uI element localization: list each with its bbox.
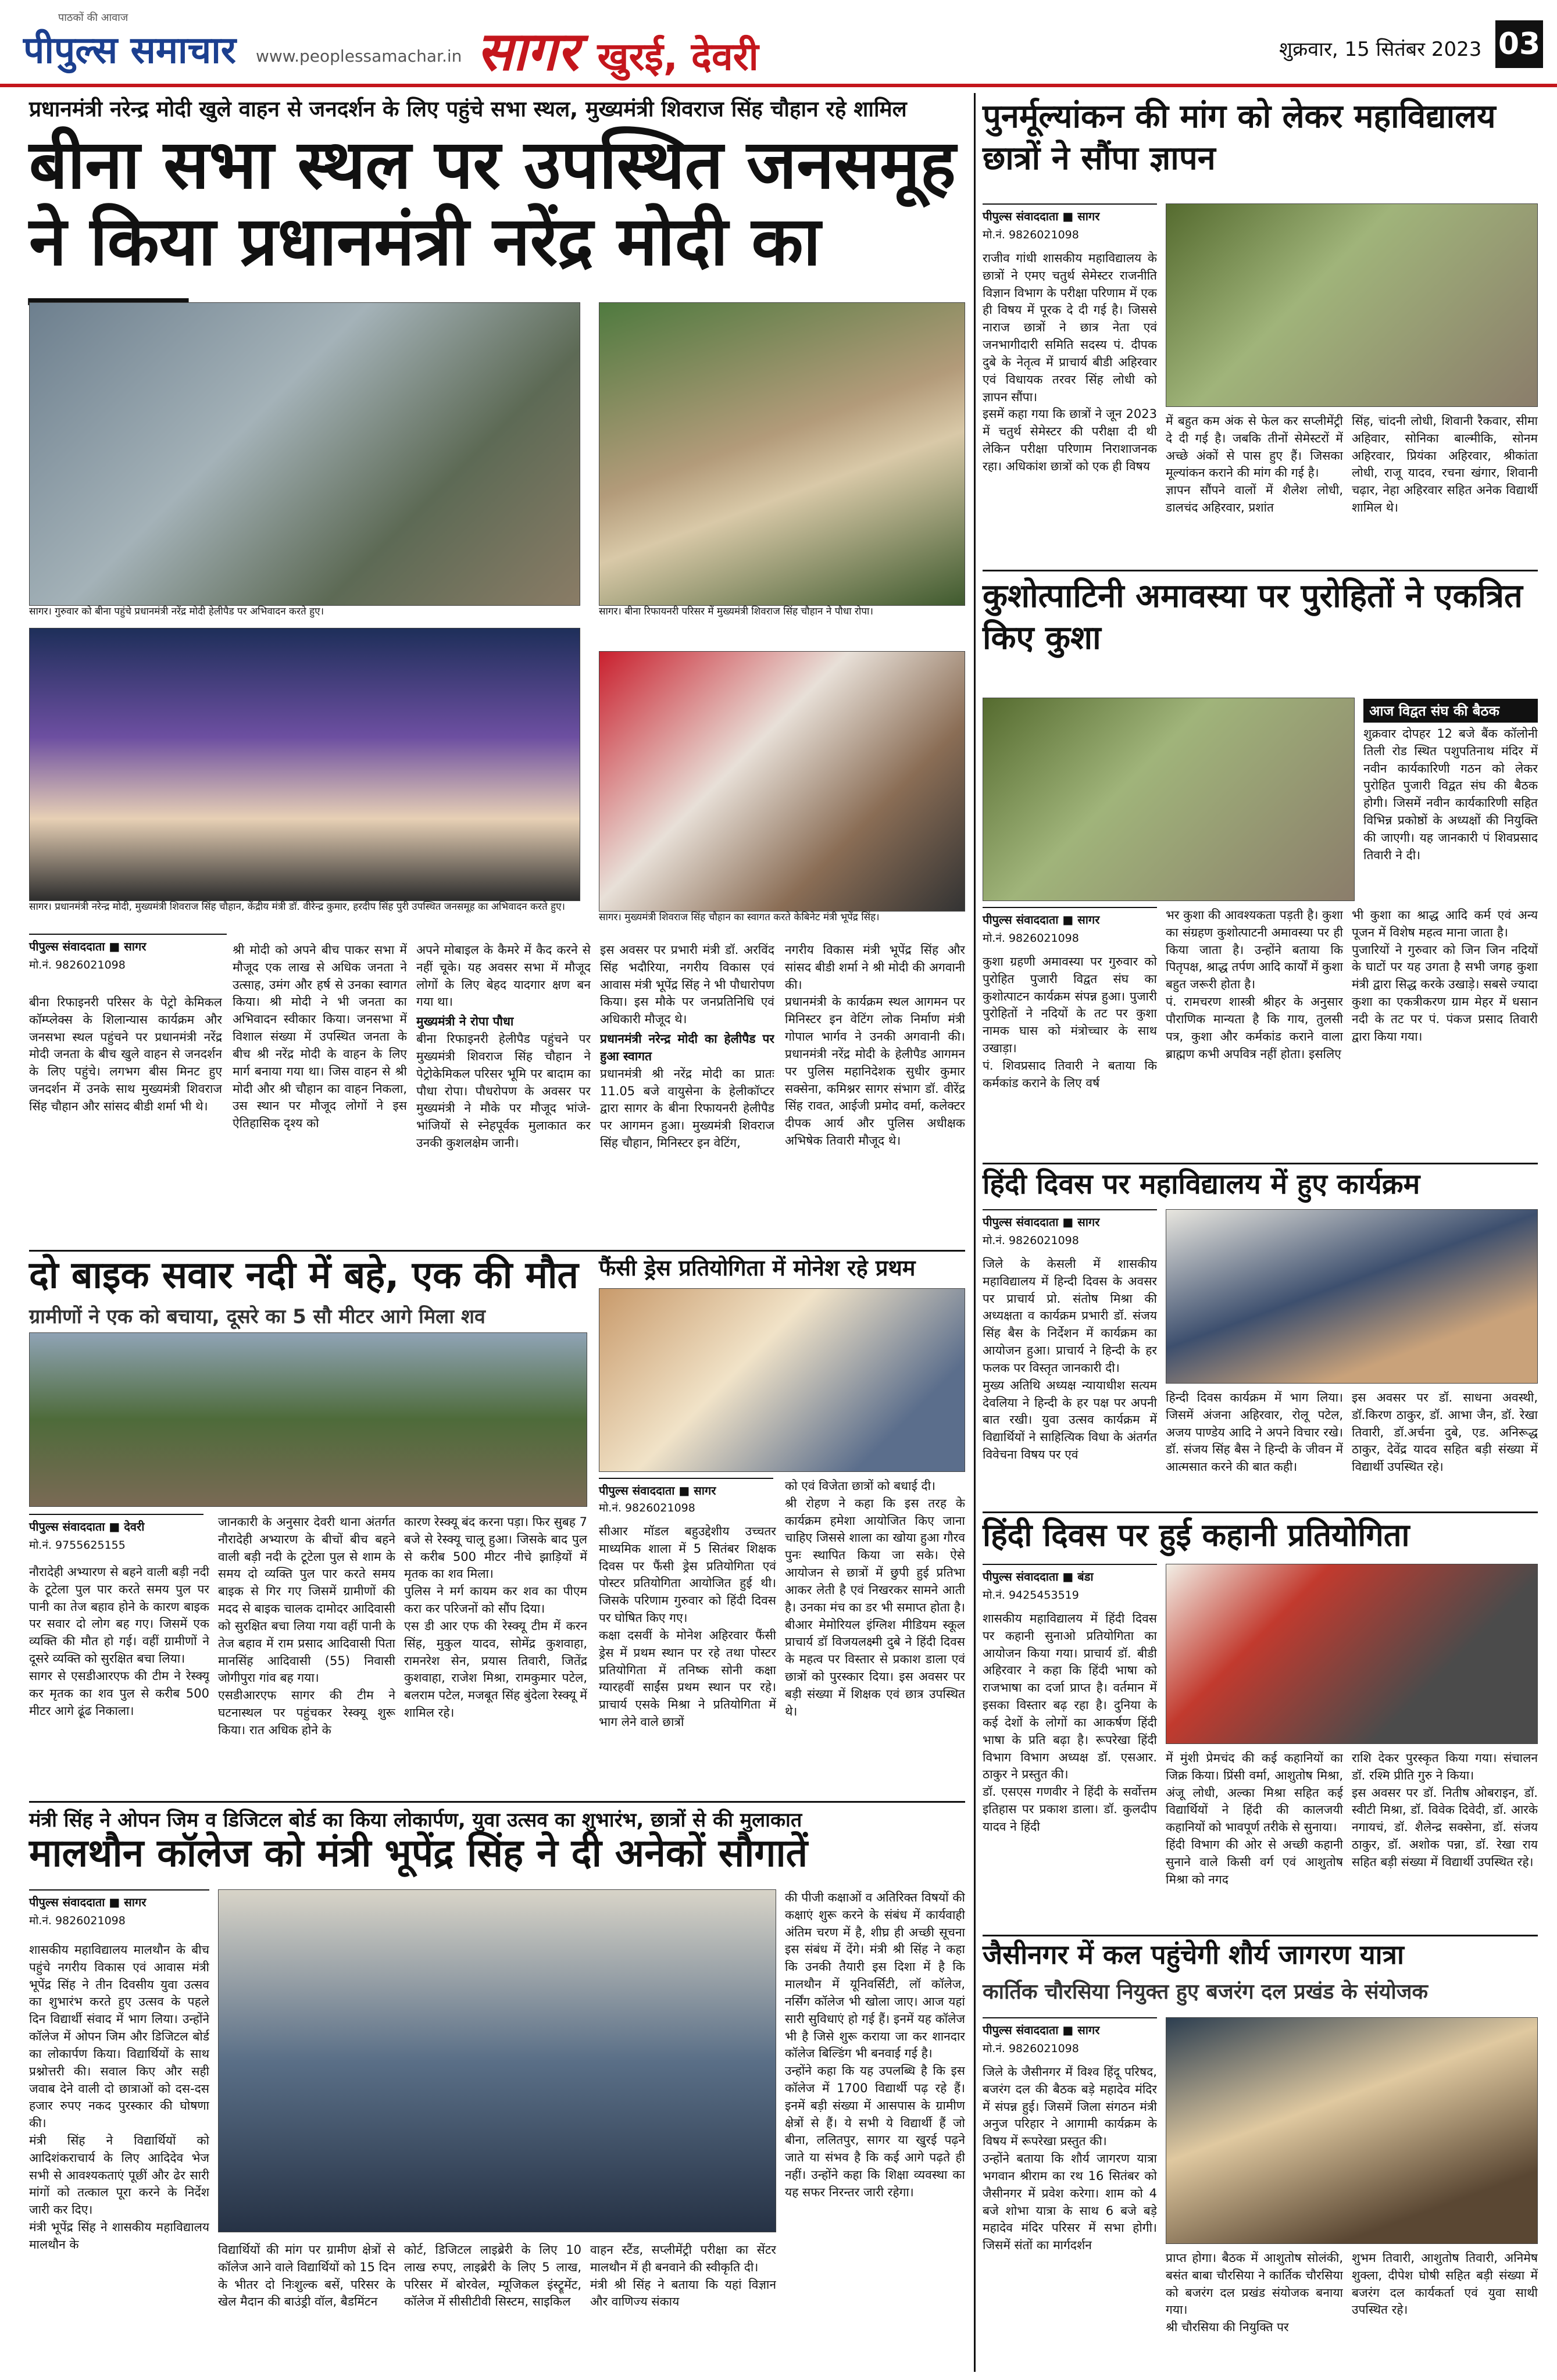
story9-col3: शुभम तिवारी, आशुतोष तिवारी, अनिमेष शुक्ला, दीपेश घोषी सहित बड़ी संख्या में बजरंग दल कार्यकर्ता एवं युवा साथी उपस्थित रहे। bbox=[1352, 2251, 1538, 2317]
story5-col2: में बहुत कम अंक से फेल कर सप्लीमेंट्री दे दी गई है। जबकि तीनों सेमेस्टरों में अच्छे अंकों से पास हुए हैं। जिसका मूल्यांकन कराने की मांग की गई है। ज्ञापन सौंपने वालों में शैलेश लोधी, डालचंद अहिरवार, प्रशांत bbox=[1166, 414, 1343, 515]
story3-headline: फैंसी ड्रेस प्रतियोगिता में मोनेश रहे प्रथम bbox=[599, 1255, 916, 1281]
divider bbox=[29, 1801, 965, 1803]
story7-mobile: मो.नं. 9826021098 bbox=[983, 1234, 1079, 1247]
story1-col3-sub: मुख्यमंत्री ने रोपा पौधा bbox=[416, 1014, 514, 1029]
story1-byline: पीपुल्स संवाददाता ■ सागर bbox=[29, 934, 227, 954]
story1-col1: बीना रिफाइनरी परिसर के पेट्रो केमिकल कॉम्प्लेक्स के शिलान्यास कार्यक्रम और जनसभा स्थल पहुंचने पर प्रधानमंत्री नरेंद्र मोदी जनता के बीच खुले वाहन से जनदर्शन के लिए पहुंचे। लगभग बीस मिनट हुए जनदर्शन में उनके साथ मुख्यमंत्री शिवराज सिंह चौहान और सांसद बीडी शर्मा भी थे। bbox=[29, 995, 222, 1113]
story3-byline: पीपुल्स संवाददाता ■ सागर bbox=[599, 1478, 773, 1498]
story3-col1: सीआर मॉडल बहुउद्देशीय उच्चतर माध्यमिक शाला में 5 सितंबर शिक्षक दिवस पर फैंसी ड्रेस प्रतियोगिता एवं पोस्टर प्रतियोगिता आयोजित हुई थी। जिसके परिणाम गुरुवार को हिंदी दिवस पर घोषित किए गए। कक्षा दसवीं के मोनेश अहिरवार फैंसी ड्रेस में प्रथम स्थान पर रहे तथा पोस्टर प्रतियोगिता में तनिष्क सोनी कक्षा ग्यारहवीं साईंस प्रथम स्थान पर रहे। प्राचार्य एसके मिश्रा ने प्रतियोगिता में भाग लेने वाले छात्रों bbox=[599, 1524, 776, 1729]
photo-minister-college bbox=[218, 1889, 776, 2232]
story9-byline: पीपुल्स संवाददाता ■ सागर bbox=[983, 2017, 1157, 2038]
box-text: शुक्रवार दोपहर 12 बजे बैंक कॉलोनी तिली रोड स्थित पशुपतिनाथ मंदिर में नवीन कार्यकारिणी गठन को लेकर पुरोहित पुजारी विद्वत संघ की बैठक होगी। जिसमें नवीन कार्यकारिणी सहित विभिन्न प्रकोष्ठों के अध्यक्षों की नियुक्ति की जाएगी। यह जानकारी पं शिवप्रसाद तिवारी ने दी। bbox=[1363, 727, 1538, 862]
caption-plantation: सागर। बीना रिफायनरी परिसर में मुख्यमंत्री शिवराज सिंह चौहान ने पौधा रोपा। bbox=[599, 606, 965, 621]
story6-headline: कुशोत्पाटिनी अमावस्या पर पुरोहितों ने एकत्रित किए कुशा bbox=[983, 577, 1523, 657]
story2-byline: पीपुल्स संवाददाता ■ देवरी bbox=[29, 1514, 203, 1534]
story6-col3: भी कुशा का श्राद्ध आदि कर्म एवं अन्य पूजन में विशेष महत्व माना जाता है। पुजारियों ने गुरुवार को जिन जिन नदियों के घाटों पर यह उगता है सभी जगह कुशा मंत्री द्वारा सिद्ध करके उखाड़े। सबसे ज्यादा कुशा का एकत्रीकरण ग्राम मेहर में धसान नदी के तट पर पं. पंकज प्रसाद तिवारी द्वारा किया गया। bbox=[1352, 908, 1538, 1044]
photo-pm-helipad bbox=[29, 302, 580, 606]
divider bbox=[983, 1935, 1538, 1936]
story1-col3: अपने मोबाइल के कैमरे में कैद करने से नहीं चूके। यह अवसर सभा में मौजूद लोगों के लिए बेहद यादगार क्षण बन गया था। bbox=[416, 943, 591, 1009]
divider bbox=[983, 1511, 1538, 1513]
story9-mobile: मो.नं. 9826021098 bbox=[983, 2042, 1079, 2055]
story4-col4: वाहन स्टैंड, सप्लीमेंट्री परीक्षा का सेंटर मालथौन में ही बनवाने की स्वीकृति दी। मंत्री श्री सिंह ने बताया कि यहां विज्ञान और वाणिज्य संकाय bbox=[590, 2243, 776, 2309]
story5-headline: पुनर्मूल्यांकन की मांग को लेकर महाविद्यालय छात्रों ने सौंपा ज्ञापन bbox=[983, 98, 1496, 177]
photo-bouquet-welcome bbox=[599, 651, 965, 912]
story9-col2: प्राप्त होगा। बैठक में आशुतोष सोलंकी, बसंत बाबा चौरसिया ने कार्तिक चौरसिया को बजरंग दल प्रखंड संयोजक बनाया गया। श्री चौरसिया की नियुक्ति पर bbox=[1166, 2251, 1343, 2335]
divider bbox=[983, 1163, 1538, 1164]
story6-col2: भर कुशा की आवश्यकता पड़ती है। कुशा का संग्रहण कुशोत्पाटनी अमावस्या पर ही किया जाता है। उन्होंने बताया कि पितृपक्ष, श्राद्ध तर्पण आदि कार्यों में कुशा बहुत जरूरी होता है। पं. रामचरण शास्त्री श्रीहर के अनुसार पौराणिक मान्यता है कि गाय, तुलसी पत्र, कुशा और कर्मकांड कराने वाला ब्राह्मण कभी अपवित्र नहीं होता। इसलिए bbox=[1166, 908, 1343, 1061]
site-url[interactable]: www.peoplessamachar.in bbox=[256, 47, 462, 66]
photo-hindi-diwas bbox=[1166, 1209, 1538, 1384]
divider bbox=[983, 570, 1538, 571]
story1-col2: श्री मोदी को अपने बीच पाकर सभा में मौजूद एक लाख से अधिक जनता ने उत्साह, उमंग और हर्ष से उनका स्वागत किया। श्री मोदी ने भी जनता का अभिवादन स्वीकार किया। जनसभा में विशाल संख्या में उपस्थित जनता के बीच श्री नरेंद्र मोदी के वाहन के लिए मार्ग बनाया गया था। जिस वाहन से श्री मोदी और श्री चौहान का वाहन निकला, उस स्थान पर मौजूद लोगों ने इस ऐतिहासिक दृश्य को bbox=[233, 943, 407, 1131]
story1-col4: इस अवसर पर प्रभारी मंत्री डॉ. अरविंद सिंह भदौरिया, नगरीय विकास एवं आवास मंत्री भूपेंद्र सिंह ने भी पौधारोपण किया। इस मौके पर जनप्रतिनिधि एवं अधिकारी मौजूद थे। bbox=[600, 943, 774, 1027]
story4-col3: कोर्ट, डिजिटल लाइब्रेरी के लिए 10 लाख रुपए, लाइब्रेरी के लिए 5 लाख, परिसर में बोरवेल, म्यूजिकल इंस्ट्रूमेंट, कॉलेज में सीसीटीवी सिस्टम, साइकिल bbox=[404, 2243, 581, 2309]
story2-col2: जानकारी के अनुसार देवरी थाना अंतर्गत नौरादेही अभ्यारण के बीचों बीच बहने वाली बड़ी नदी के टूटेला पुल से शाम के समय दो व्यक्ति पुल पार करते समय बाइक से गिर गए जिसमें ग्रामीणों की मदद से बाइक चालक दामोदर आदिवासी को सुरक्षित बचा लिया गया वहीं पानी के तेज बहाव में राम प्रसाद आदिवासी पिता मानसिंह आदिवासी (55) निवासी जोगीपुरा गांव बह गया। एसडीआरएफ सागर की टीम ने घटनास्थल पर पहुंचकर रेस्क्यू शुरू किया। रात अधिक होने के bbox=[218, 1515, 395, 1737]
edition-title bbox=[477, 13, 759, 85]
column-divider bbox=[974, 93, 976, 2372]
story7-headline: हिंदी दिवस पर महाविद्यालय में हुए कार्यक्रम bbox=[983, 1168, 1420, 1200]
story1-col3b: बीना रिफाइनरी हेलीपैड पहुंचने पर मुख्यमंत्री शिवराज सिंह चौहान ने पेट्रोकेमिकल परिसर भूमि पर बादाम का पौधा रोपा। पौधरोपण के अवसर पर मुख्यमंत्री ने मौके पर मौजूद भांजे-भांजियों से स्नेहपूर्वक मुलाकात कर उनकी कुशलक्षेम जानी। bbox=[416, 1032, 591, 1150]
photo-leaders-stage bbox=[29, 628, 580, 901]
caption-bouquet-welcome: सागर। मुख्यमंत्री शिवराज सिंह चौहान का स्वागत करते केबिनेट मंत्री भूपेंद्र सिंह। bbox=[599, 912, 965, 927]
photo-memorandum bbox=[1166, 203, 1538, 407]
story2-headline: दो बाइक सवार नदी में बहे, एक की मौत bbox=[29, 1254, 578, 1297]
story1-col4-sub: प्रधानमंत्री नरेन्द्र मोदी का हेलीपैड पर हुआ स्वागत bbox=[600, 1032, 774, 1063]
story1-col4b: प्रधानमंत्री श्री नरेंद्र मोदी का प्रातः 11.05 बजे वायुसेना के हेलीकॉप्टर द्वारा सागर के बीना रिफायनरी हेलीपैड पर आगमन हुआ। मुख्यमंत्री शिवराज सिंह चौहान, मिनिस्टर इन वेटिंग, bbox=[600, 1066, 774, 1150]
story4-kicker: मंत्री सिंह ने ओपन जिम व डिजिटल बोर्ड का किया लोकार्पण, युवा उत्सव का शुभारंभ, छात्रों से की मुलाकात bbox=[29, 1809, 802, 1832]
story9-subhead: कार्तिक चौरसिया नियुक्त हुए बजरंग दल प्रखंड के संयोजक bbox=[983, 1980, 1429, 2004]
story5-mobile: मो.नं. 9826021098 bbox=[983, 228, 1079, 241]
story4-col1: शासकीय महाविद्यालय मालथौन के बीच पहुंचे नगरीय विकास एवं आवास मंत्री भूपेंद्र सिंह ने तीन दिवसीय युवा उत्सव का शुभारंभ करते हुए उत्सव के पहले दिन विद्यार्थी संवाद में भाग लिया। उन्होंने कॉलेज में ओपन जिम और डिजिटल बोर्ड का लोकार्पण किया। विद्यार्थियों के साथ प्रश्नोत्तरी की। सवाल किए और सही जवाब देने वाली दो छात्राओं को दस-दस हजार रुपए नकद पुरस्कार की घोषणा की। मंत्री सिंह ने विद्यार्थियों को आदिशंकराचार्य के लिए आदिदेव भेज सभी से आवश्यकताएं पूछीं और ढेर सारी मांगों को तत्काल पूरा करने के निर्देश जारी कर दिए। मंत्री भूपेंद्र सिंह ने शासकीय महाविद्यालय मालथौन के bbox=[29, 1943, 209, 2252]
story7-col1: जिले के केसली में शासकीय महाविद्यालय में हिन्दी दिवस के अवसर पर प्राचार्य प्रो. संतोष मिश्रा की अध्यक्षता व कार्यक्रम प्रभारी डॉ. संजय सिंह बैस के निर्देशन में कार्यक्रम का आयोजन हुआ। प्राचार्य ने हिन्दी के हर फलक पर विस्तृत जानकारी दी। मुख्य अतिथि अध्यक्ष न्यायाधीश सत्यम देवलिया ने हिन्दी के हर पक्ष पर अपनी बात रखी। युवा उत्सव कार्यक्रम में विद्यार्थियों ने साहित्यिक विधा के अंतर्गत विवेचना विषय पर एवं bbox=[983, 1257, 1157, 1461]
divider bbox=[29, 1250, 965, 1252]
story1-col5: नगरीय विकास मंत्री भूपेंद्र सिंह और सांसद बीडी शर्मा ने श्री मोदी की अगवानी की। प्रधानमंत्री के कार्यक्रम स्थल आगमन पर मिनिस्टर इन वेटिंग लोक निर्माण मंत्री गोपाल भार्गव ने उनकी अगवानी की। प्रधानमंत्री नरेंद्र मोदी के हेलीपैड आगमन पर पुलिस महानिदेशक सुधीर कुमार सक्सेना, कमिश्नर सागर संभाग डॉ. वीरेंद्र सिंह रावत, आईजी प्रमोद वर्मा, कलेक्टर दीपक आर्य और पुलिस अधीक्षक अभिषेक तिवारी मौजूद थे। bbox=[785, 943, 965, 1148]
story8-col1: शासकीय महाविद्यालय में हिंदी दिवस पर कहानी सुनाओ प्रतियोगिता का आयोजन किया गया। प्राचार्य डॉ. बीडी अहिरवार ने कहा कि हिंदी भाषा को राजभाषा का दर्जा प्राप्त है। वर्तमान में इसका विस्तार बढ़ रहा है। दुनिया के कई देशों के लोगों का आकर्षण हिंदी भाषा के प्रति बढ़ा है। रूपरेखा हिंदी विभाग विभाग अध्यक्ष डॉ. एसआर. ठाकुर ने प्रस्तुत की। डॉ. एसएस गणवीर ने हिंदी के सर्वोत्तम इतिहास पर प्रकाश डाला। डॉ. कुलदीप यादव ने हिंदी bbox=[983, 1611, 1157, 1834]
edition-main: सागर bbox=[477, 20, 579, 83]
brand-name: पीपुल्स समाचार bbox=[23, 29, 236, 72]
edition-sub: खुरई, देवरी bbox=[597, 34, 759, 79]
story4-col5: की पीजी कक्षाओं व अतिरिक्त विषयों की कक्षाएं शुरू करने के संबंध में कार्यवाही अंतिम चरण में है, शीघ्र ही अच्छी सूचना इस संबंध में देंगे। मंत्री श्री सिंह ने कहा कि उनकी तैयारी इस दिशा में है कि मालथौन में यूनिवर्सिटी, लॉ कॉलेज, नर्सिंग कॉलेज भी खोला जाए। आज यहां सारी सुविधाएं हो गई हैं। इनमें यह कॉलेज भी है जिसे शुरू कराया जा कर शानदार कॉलेज बिल्डिंग भी बनवाई गई है। उन्होंने कहा कि यह उपलब्धि है कि इस कॉलेज में 1700 विद्यार्थी पढ़ रहे हैं। इनमें बड़ी संख्या में आसपास के ग्रामीण क्षेत्रों से हैं। ये सभी ये विद्यार्थी हैं जो बीना, ललितपुर, सागर या खुरई पढ़ने जाते या संभव है कि कई आगे पढ़ते ही नहीं। उन्होंने कहा कि शिक्षा व्यवस्था का यह सफर निरन्तर जारी रहेगा। bbox=[785, 1891, 965, 2199]
story8-headline: हिंदी दिवस पर हुई कहानी प्रतियोगिता bbox=[983, 1517, 1410, 1553]
story3-mobile: मो.नं. 9826021098 bbox=[599, 1502, 695, 1514]
story4-byline: पीपुल्स संवाददाता ■ सागर bbox=[29, 1889, 209, 1910]
story6-mobile: मो.नं. 9826021098 bbox=[983, 932, 1079, 945]
story3-col2: को एवं विजेता छात्रों को बधाई दी। श्री रोहण ने कहा कि इस तरह के कार्यक्रम हमेशा आयोजित किए जाना चाहिए जिससे शाला का खोया हुआ गौरव पुनः स्थापित किया जा सके। ऐसे आयोजन से छात्रों में छुपी हुई प्रतिभा आकर लेती है एवं निखरकर सामने आती है। उनका मंच का डर भी समाप्त होता है। बीआर मेमोरियल इंग्लिश मीडियम स्कूल प्राचार्य डॉ विजयलक्ष्मी दुबे ने हिंदी दिवस के महत्व पर विस्तार से प्रकाश डाला एवं छात्रों को पुरस्कार दिया। इस अवसर पर बड़ी संख्या में शिक्षक एवं छात्र उपस्थित थे। bbox=[785, 1479, 965, 1718]
story7-col3: इस अवसर पर डॉ. साधना अवस्थी, डॉ.किरण ठाकुर, डॉ. आभा जैन, डॉ. रेखा तिवारी, डॉ.अर्चना दुबे, एड. अनिरूद्ध ठाकुर, देवेंद्र यादव सहित बड़ी संख्या में विद्यार्थी उपस्थित रहे। bbox=[1352, 1391, 1538, 1474]
brand-tagline: पाठकों की आवाज bbox=[58, 12, 128, 24]
story6-col1: कुशा ग्रहणी अमावस्या पर गुरुवार को पुरोहित पुजारी विद्वत संघ का कुशोत्पाटन कार्यक्रम संपन्न हुआ। पुजारी पुरोहितों ने नदियों के तट पर कुशा नामक घास को मंत्रोच्चार के साथ उखाड़ा। पं. शिवप्रसाद तिवारी ने बताया कि कर्मकांड कराने के लिए वर्ष bbox=[983, 955, 1157, 1090]
story8-byline: पीपुल्स संवाददाता ■ बंडा bbox=[983, 1564, 1157, 1584]
story2-subhead: ग्रामीणों ने एक को बचाया, दूसरे का 5 सौ मीटर आगे मिला शव bbox=[29, 1305, 485, 1328]
photo-river-rescue bbox=[29, 1332, 587, 1507]
story1-col4-wrap bbox=[600, 942, 774, 1244]
photo-story-competition bbox=[1166, 1564, 1538, 1744]
photo-bajrang-dal-meeting bbox=[1166, 2017, 1538, 2244]
photo-kusha-collection bbox=[983, 698, 1355, 901]
issue-date: शुक्रवार, 15 सितंबर 2023 bbox=[1279, 38, 1482, 61]
page-number: 03 bbox=[1495, 20, 1543, 68]
story1-mobile: मो.नं. 9826021098 bbox=[29, 959, 126, 971]
photo-plantation bbox=[599, 302, 965, 606]
story4-mobile: मो.नं. 9826021098 bbox=[29, 1914, 126, 1927]
story9-headline: जैसीनगर में कल पहुंचेगी शौर्य जागरण यात्रा bbox=[983, 1939, 1404, 1970]
caption-pm-helipad: सागर। गुरुवार को बीना पहुंचे प्रधानमंत्री नरेंद्र मोदी हेलीपैड पर अभिवादन करते हुए। bbox=[29, 606, 580, 621]
story1-kicker: प्रधानमंत्री नरेन्द्र मोदी खुले वाहन से जनदर्शन के लिए पहुंचे सभा स्थल, मुख्यमंत्री शिवराज सिंह चौहान रहे शामिल bbox=[29, 97, 907, 121]
box-title: आज विद्वत संघ की बैठक bbox=[1363, 699, 1538, 723]
story9-col1: जिले के जैसीनगर में विश्व हिंदू परिषद, बजरंग दल की बैठक बड़े महादेव मंदिर में संपन्न हुई। जिसमें जिला संगठन मंत्री अनुज परिहार ने आगामी कार्यक्रम के विषय में रूपरेखा प्रस्तुत की। उन्होंने बताया कि शौर्य जागरण यात्रा भगवान श्रीराम का रथ 16 सितंबर को जैसीनगर में प्रवेश करेगा। शाम को 4 बजे शोभा यात्रा के साथ 6 बजे बड़े महादेव मंदिर परिसर में सभा होगी। जिसमें संतों का मार्गदर्शन bbox=[983, 2065, 1157, 2253]
story5-col1: राजीव गांधी शासकीय महाविद्यालय के छात्रों ने एमए चतुर्थ सेमेस्टर राजनीति विज्ञान विभाग के परीक्षा परिणाम में एक ही विषय में पूरक दे दी गई है। जिससे नाराज छात्रों ने छात्र नेता एवं जनभागीदारी समिति सदस्य पं. दीपक दुबे के नेतृत्व में प्राचार्य बीडी अहिरवार एवं विधायक तरवर सिंह लोधी को ज्ञापन सौंपा। इसमें कहा गया कि छात्रों ने जून 2023 में चतुर्थ सेमेस्टर की परीक्षा दी थी लेकिन परीक्षा परिणाम निराशाजनक रहा। अधिकांश छात्रों को एक ही विषय bbox=[983, 251, 1157, 473]
story4-headline: मालथौन कॉलेज को मंत्री भूपेंद्र सिंह ने दी अनेकों सौगातें bbox=[29, 1831, 808, 1875]
story2-mobile: मो.नं. 9755625155 bbox=[29, 1539, 126, 1552]
story2-col3: कारण रेस्क्यू बंद करना पड़ा। फिर सुबह 7 बजे से रेस्क्यू चालू हुआ। जिसके बाद पुल से करीब 500 मीटर नीचे झाड़ियों में मृतक का शव मिला। पुलिस ने मर्ग कायम कर शव का पीएम करा कर परिजनों को सौंप दिया। एस डी आर एफ की रेस्क्यू टीम में करन सिंह, मुकुल यादव, सोमेंद्र कुशवाहा, रामनरेश सेन, प्रयास तिवारी, जितेंद्र कुशवाहा, राजेश मिश्रा, रामकुमार पटेल, बलराम पटेल, मजबूत सिंह बुंदेला रेस्क्यू में शामिल रहे। bbox=[404, 1515, 587, 1720]
story7-col2: हिन्दी दिवस कार्यक्रम में भाग लिया। जिसमें अंजना अहिरवार, रोलू पटेल, अजय पाण्डेय आदि ने अपने विचार रखे। डॉ. संजय सिंह बैस ने हिन्दी के जीवन में आत्मसात करने की बात कही। bbox=[1166, 1391, 1343, 1474]
story8-mobile: मो.नं. 9425453519 bbox=[983, 1589, 1079, 1602]
masthead bbox=[0, 0, 1557, 87]
story4-col2: विद्यार्थियों की मांग पर ग्रामीण क्षेत्रों से कॉलेज आने वाले विद्यार्थियों को 15 दिन के भीतर दो निःशुल्क बसें, परिसर के खेल मैदान की बाउंड्री वॉल, बैडमिंटन bbox=[218, 2243, 395, 2309]
story1-headline: बीना सभा स्थल पर उपस्थित जनसमूह ने किया प्रधानमंत्री नरेंद्र मोदी का bbox=[29, 126, 956, 281]
story1-col3-wrap bbox=[416, 942, 591, 1244]
story8-col3: राशि देकर पुरस्कृत किया गया। संचालन डॉ. रश्मि प्रीति गुरु ने किया। इस अवसर पर डॉ. नितीष ओबराइन, डॉ. स्वीटी मिश्रा, डॉ. विवेक दिवेदी, डॉ. आरके नगायचं, डॉ. शैलेन्द्र सक्सेना, डॉ. संजय ठाकुर, डॉ. अशोक पन्ना, डॉ. रेखा राय सहित बड़ी संख्या में विद्यार्थी उपस्थित रहे। bbox=[1352, 1751, 1538, 1869]
story2-col1: नौरादेही अभ्यारण से बहने वाली बड़ी नदी के टूटेला पुल पार करते समय पुल पर पानी का तेज बहाव होने के कारण बाइक पर सवार दो लोग बह गए। जिसमें एक व्यक्ति की मौत हो गई। वहीं ग्रामीणों ने दूसरे व्यक्ति को सुरक्षित बचा लिया। सागर से एसडीआरएफ की टीम ने रेस्क्यू कर मृतक का शव पुल से करीब 500 मीटर आगे ढूंढ निकाला। bbox=[29, 1565, 209, 1718]
brand-logo[interactable] bbox=[23, 12, 236, 74]
caption-leaders-stage: सागर। प्रधानमंत्री नरेन्द्र मोदी, मुख्यमंत्री शिवराज सिंह चौहान, केंद्रीय मंत्री डॉ. वीरेन्द्र कुमार, हरदीप सिंह पुरी उपस्थित जनसमूह का अभिवादन करते हुए। bbox=[29, 901, 580, 927]
photo-fancy-dress bbox=[599, 1288, 965, 1472]
story5-col3: सिंह, चांदनी लोधी, शिवानी रैकवार, सीमा अहिवार, सोनिका बाल्मीकि, सोनम अहिरवार, प्रियंका अहिरवार, श्रीकांता लोधी, राजू यादव, रचना खंगार, शिवानी चढ़ार, नेहा अहिरवार सहित अनेक विद्यार्थी शामिल थे। bbox=[1352, 414, 1538, 515]
story6-byline: पीपुल्स संवाददाता ■ सागर bbox=[983, 907, 1157, 927]
story8-col2: में मुंशी प्रेमचंद की कई कहानियों का जिक्र किया। प्रिंसी वर्मा, आशुतोष मिश्रा, अंजू लोधी, अल्का मिश्रा सहित कई विद्यार्थियों ने हिंदी की कालजयी कहानियों को भावपूर्ण तरीके से सुनाया। हिंदी विभाग की ओर से अच्छी कहानी सुनाने वाले किसी वर्ग एवं आशुतोष मिश्रा को नगद bbox=[1166, 1751, 1343, 1886]
story7-byline: पीपुल्स संवाददाता ■ सागर bbox=[983, 1209, 1157, 1230]
story5-byline: पीपुल्स संवाददाता ■ सागर bbox=[983, 203, 1157, 224]
